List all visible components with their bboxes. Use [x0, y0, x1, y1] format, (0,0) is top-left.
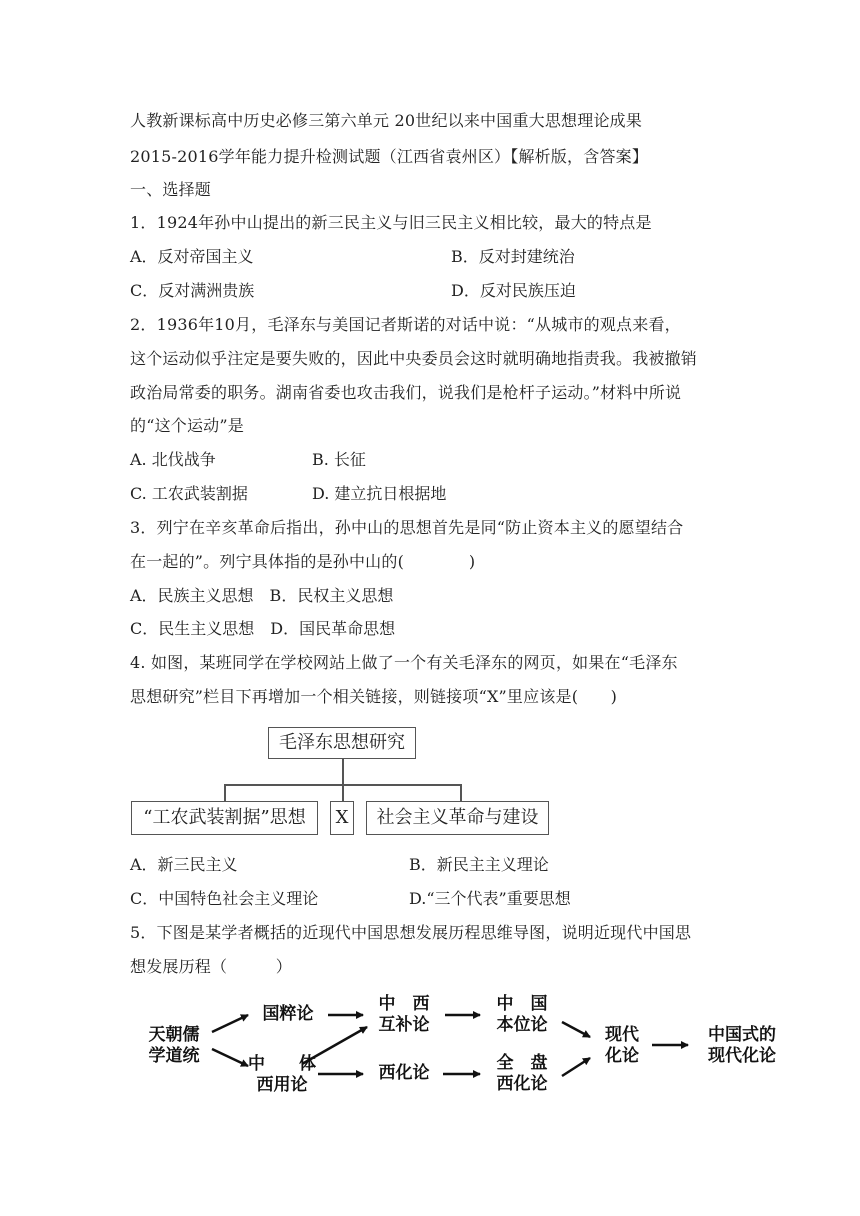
node-text: 天朝儒: [148, 1025, 200, 1045]
node-text: 西化论: [496, 1074, 548, 1094]
q2-stem-line-3: 政治局常委的职务。湖南省委也攻击我们，说我们是枪杆子运动。”材料中所说: [130, 383, 682, 402]
mindmap-node-benwei: [484, 994, 560, 1036]
arrow-icon: [562, 1022, 590, 1037]
node-text: 中 国: [496, 994, 548, 1014]
mindmap-node-zhongxi: [366, 994, 442, 1036]
node-text: 本位论: [496, 1015, 548, 1035]
node-text: 互补论: [378, 1015, 430, 1035]
q2-stem-line-2: 这个运动似乎注定是要失败的，因此中央委员会这时就明确地指责我。我被撤销: [130, 349, 698, 368]
q4-stem-line-2: 思想研究”栏目下再增加一个相关链接，则链接项“X”里应该是( ): [130, 687, 618, 706]
mindmap-node-tianchao: [136, 1025, 212, 1067]
q3-stem-line-2: 在一起的”。列宁具体指的是孙中山的( ): [130, 552, 476, 571]
arrow-icon: [212, 1049, 248, 1066]
doc-title-line-1: 人教新课标高中历史必修三第六单元 20世纪以来中国重大思想理论成果: [130, 111, 643, 130]
node-text: 学道统: [148, 1046, 200, 1066]
q1-option-d: D．反对民族压迫: [451, 281, 576, 300]
q2-stem-line-1: 2．1936年10月，毛泽东与美国记者斯诺的对话中说：“从城市的观点来看，: [130, 315, 681, 334]
node-text: 中 西: [378, 994, 430, 1014]
q4-option-a: A．新三民主义: [130, 855, 238, 874]
q3-options-row-2: C．民生主义思想 D．国民革命思想: [130, 619, 396, 638]
q4-option-b: B．新民主主义理论: [409, 855, 549, 874]
q4-stem-line-1: 4. 如图，某班同学在学校网站上做了一个有关毛泽东的网页，如果在“毛泽东: [130, 653, 678, 672]
q1-option-a: A．反对帝国主义: [130, 247, 254, 266]
q2-option-a: A. 北伐战争: [130, 450, 216, 469]
doc-title-line-2: 2015-2016学年能力提升检测试题（江西省袁州区）【解析版，含答案】: [130, 147, 649, 166]
q3-options-row-1: A．民族主义思想 B．民权主义思想: [130, 586, 394, 605]
node-text: 全 盘: [496, 1053, 548, 1073]
q2-option-d: D. 建立抗日根据地: [312, 484, 447, 503]
q5-stem-line-1: 5．下图是某学者概括的近现代中国思想发展历程思维导图，说明近现代中国思: [130, 923, 692, 942]
node-text: 现代: [605, 1025, 639, 1045]
mindmap-node-quanpan: [484, 1053, 560, 1095]
q5-stem-line-2: 想发展历程（ ）: [130, 957, 293, 976]
mindmap-node-guocui: 国粹论: [262, 1004, 314, 1024]
q1-option-c: C．反对满洲贵族: [130, 281, 255, 300]
q4-option-c: C．中国特色社会主义理论: [130, 889, 319, 908]
node-text: 中 体: [248, 1054, 316, 1074]
tree-left-box: “工农武装割据”思想: [131, 801, 318, 835]
section-heading: 一、选择题: [130, 180, 212, 199]
q2-stem-line-4: 的“这个运动”是: [130, 416, 244, 435]
node-text: 现代化论: [708, 1046, 776, 1066]
q2-option-c: C. 工农武装割据: [130, 484, 248, 503]
q1-option-b: B．反对封建统治: [451, 247, 575, 266]
q3-stem-line-1: 3．列宁在辛亥革命后指出，孙中山的思想首先是同“防止资本主义的愿望结合: [130, 518, 684, 537]
tree-top-box: 毛泽东思想研究: [268, 727, 416, 759]
q2-option-b: B. 长征: [312, 450, 366, 469]
mindmap-node-xihua: 西化论: [378, 1063, 430, 1083]
q1-stem: 1．1924年孙中山提出的新三民主义与旧三民主义相比较，最大的特点是: [130, 213, 652, 232]
mindmap-node-zhongguoshi: [694, 1025, 790, 1067]
mindmap-node-zhongti: [247, 1054, 317, 1096]
tree-middle-box: X: [330, 801, 354, 835]
node-text: 化论: [605, 1046, 639, 1066]
q4-option-d: D.“三个代表”重要思想: [409, 889, 571, 908]
node-text: 西用论: [256, 1075, 308, 1095]
arrow-icon: [212, 1015, 248, 1032]
tree-right-box: 社会主义革命与建设: [366, 801, 549, 835]
arrow-icon: [562, 1058, 590, 1076]
node-text: 中国式的: [708, 1025, 776, 1045]
mindmap-node-xiandaihua: [594, 1025, 650, 1067]
